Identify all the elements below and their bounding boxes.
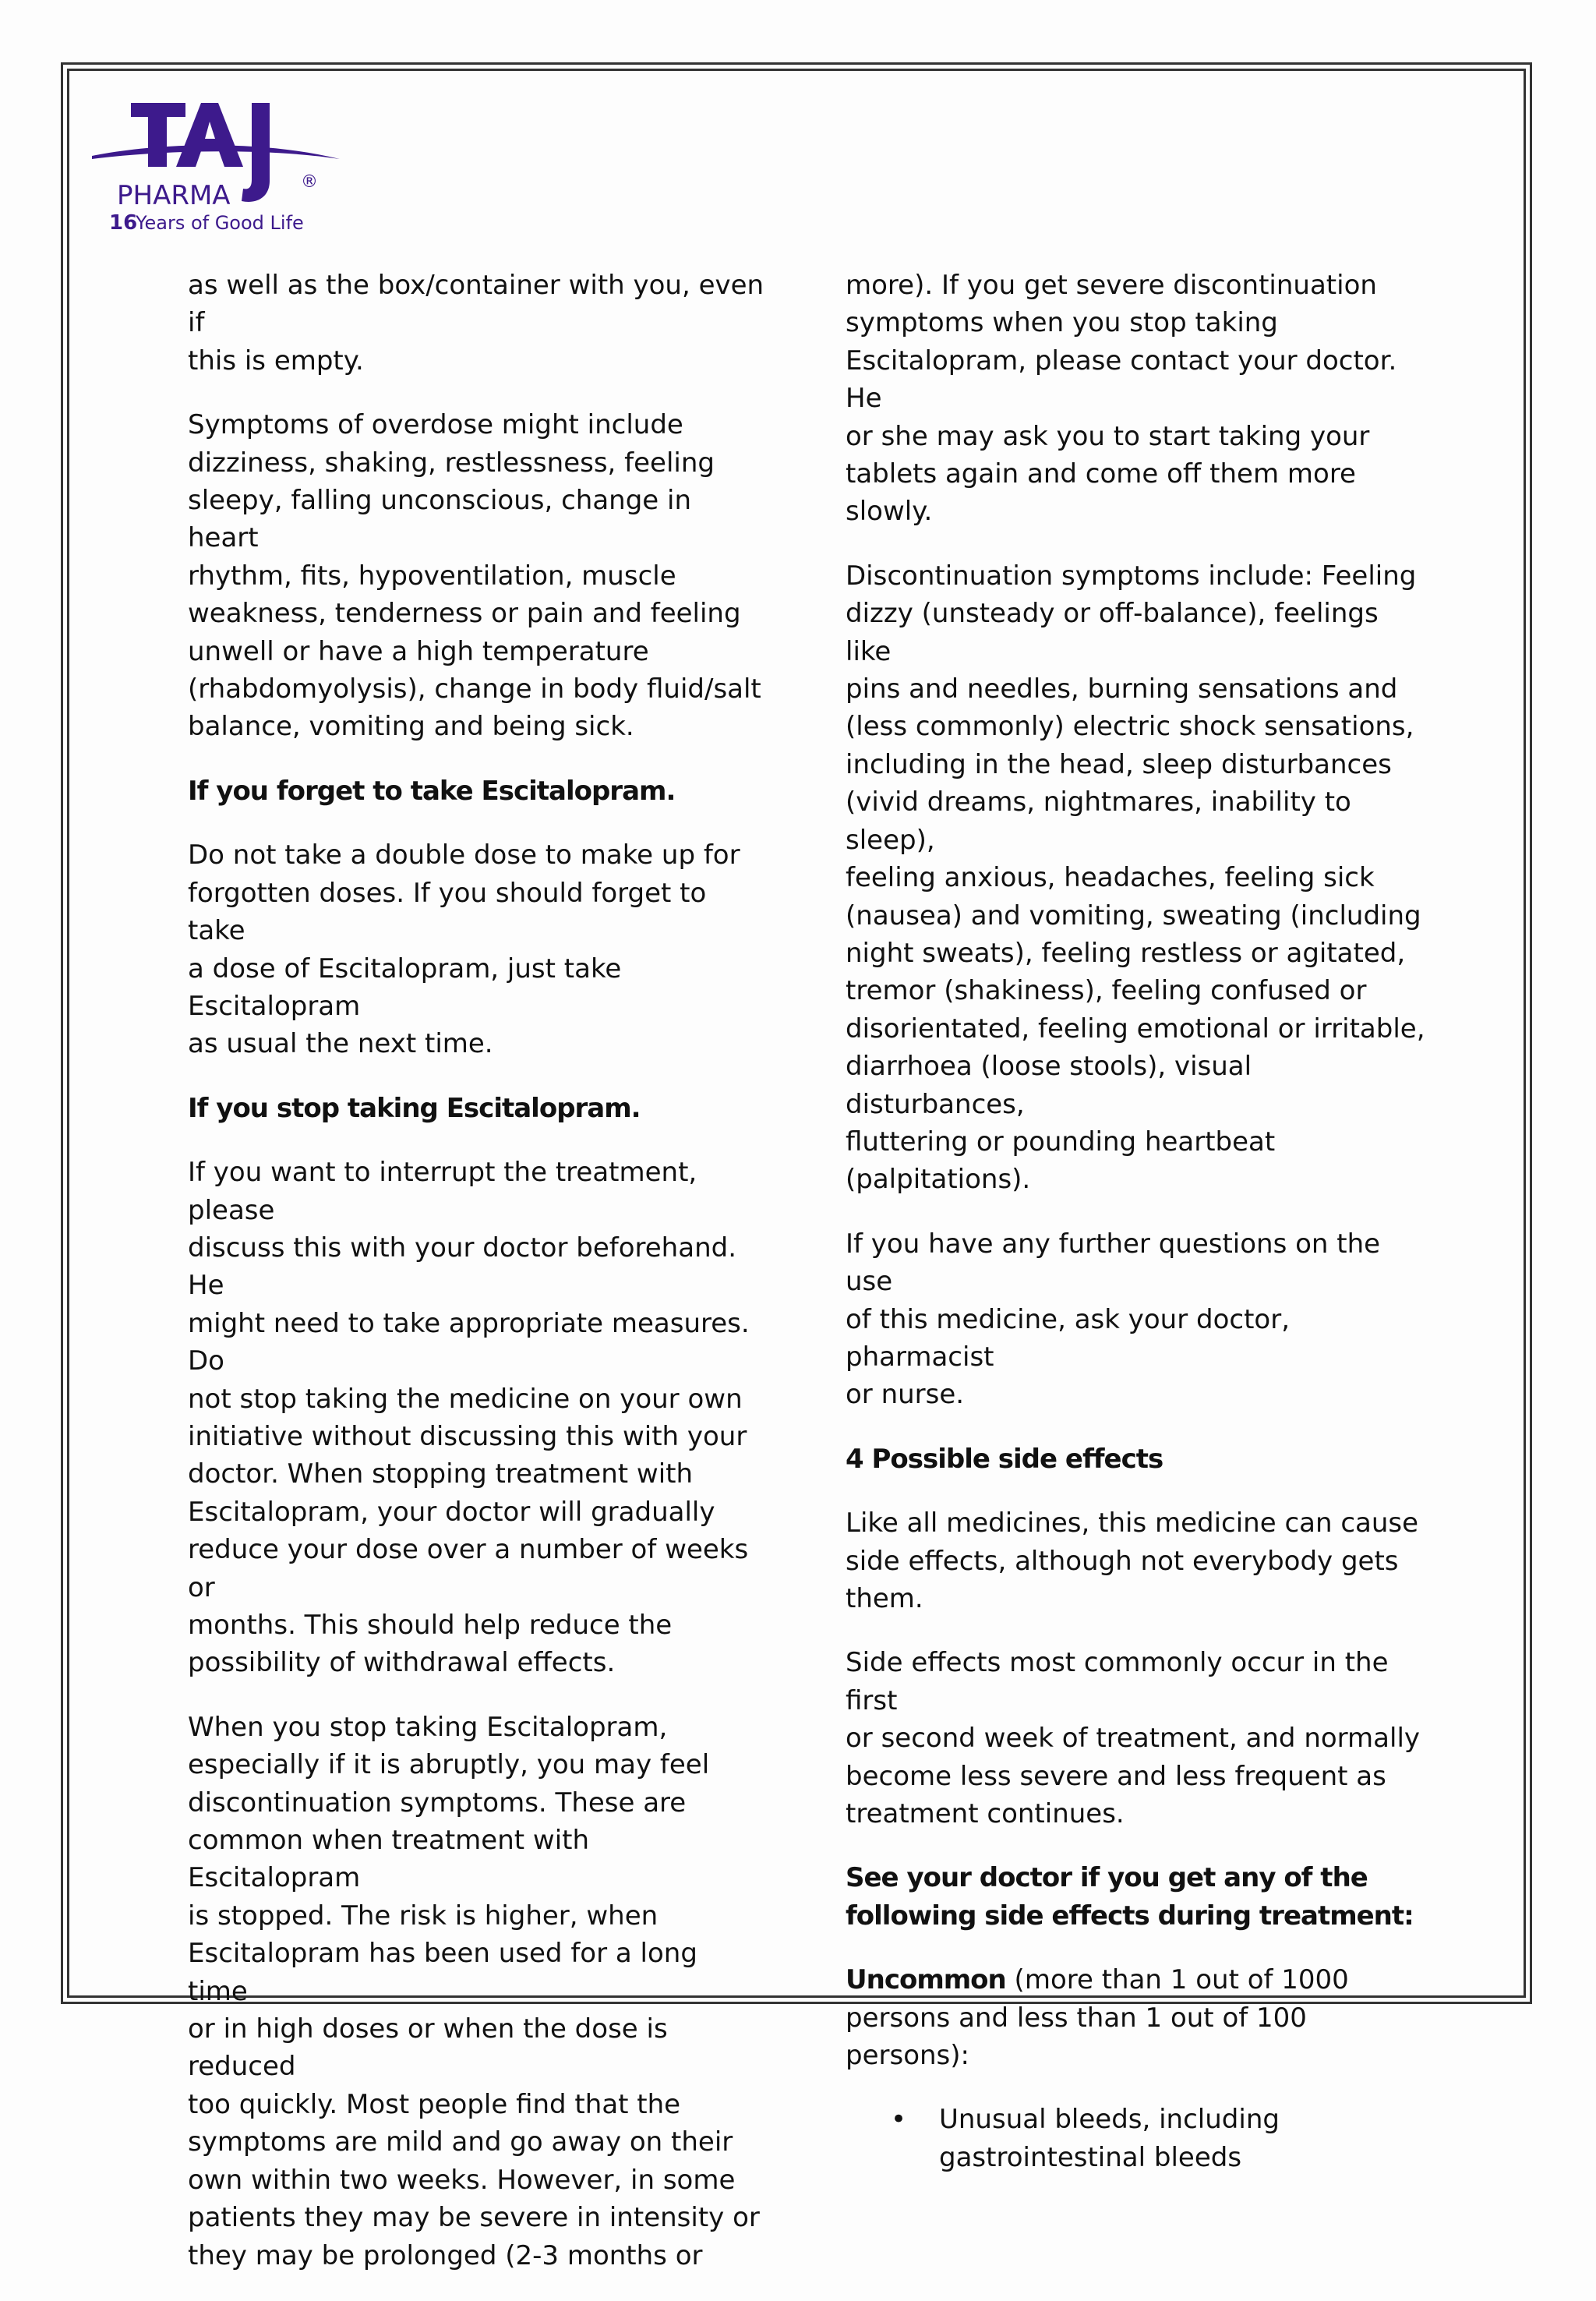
- paragraph-missed-dose: Do not take a double dose to make up for forgotten doses. If you should forget to take a dose of Escitalopram, just take Escitalopram as usual the next time.: [188, 839, 740, 1060]
- list-item: [846, 2101, 1430, 2176]
- right-column: [846, 267, 1430, 2176]
- left-column: [188, 267, 764, 2301]
- paragraph-continued: more). If you get severe discontinuation symptoms when you stop taking Escitalopram, please contact your doctor. He or she may ask you to start taking your tablets again and come off them more slowly.: [846, 270, 1397, 528]
- heading-stop-taking: If you stop taking Escitalopram.: [188, 1092, 641, 1124]
- heading-side-effects: 4 Possible side effects: [846, 1443, 1163, 1475]
- svg-text:16: 16: [109, 211, 138, 235]
- paragraph-interrupt-treatment: If you want to interrupt the treatment, please discuss this with your doctor beforehand. He might need to take appropriate measures. Do not stop taking the medicine on your own initiative without discussing this with your doctor. When stopping treatment with Escitalopram, your doctor will gradually reduce your dose over a number of weeks or months. This should help reduce the possibility of withdrawal effects.: [188, 1157, 750, 1679]
- bullet-icon: •: [891, 2104, 907, 2136]
- list-item-text: Unusual bleeds, including gastrointestinal bleeds: [939, 2104, 1280, 2173]
- paragraph-discontinuation: When you stop taking Escitalopram, especially if it is abruptly, you may feel discontinuation symptoms. These are common when treatment with Escitalopram is stopped. The risk is higher, when Escitalopram has been used for a long time or in high doses or when the dose is reduced too quickly. Most people find that the symptoms are mild and go away on their own within two weeks. However, in some patients they may be severe in intensity or they may be prolonged (2-3 months or: [188, 1711, 760, 2271]
- taj-pharma-logo: [92, 95, 349, 235]
- paragraph-discontinuation-symptoms: Discontinuation symptoms include: Feeling dizzy (unsteady or off-balance), feelings like pins and needles, burning sensations and (less commonly) electric shock sensations, including in the head, sleep disturbances (vivid dreams, nightmares, inability to sleep), feeling anxious, headaches, feeling sick (nausea) and vomiting, sweating (including night sweats), feeling restless or agitated, tremor (shakiness), feeling confused or disorientated, feeling emotional or irritable, diarrhoea (loose stools), visual disturbances, fluttering or pounding heartbeat (palpitations).: [846, 560, 1425, 1196]
- svg-text:Years of Good Life: Years of Good Life: [136, 212, 304, 234]
- paragraph-further-questions: If you have any further questions on the use of this medicine, ask your doctor, pharmacist or nurse.: [846, 1228, 1381, 1411]
- paragraph-overdose-symptoms: Symptoms of overdose might include dizziness, shaking, restlessness, feeling sleepy, falling unconscious, change in heart rhythm, fits, hypoventilation, muscle weakness, tenderness or pain and feeling unwell or have a high temperature (rhabdomyolysis), change in body fluid/salt balance, vomiting and being sick.: [188, 409, 761, 743]
- svg-text:PHARMA: PHARMA: [117, 180, 231, 211]
- paragraph: as well as the box/container with you, even if this is empty.: [188, 270, 764, 376]
- uncommon-label: Uncommon: [846, 1964, 1006, 1996]
- paragraph-side-effects-intro: Like all medicines, this medicine can cause side effects, although not everybody gets them.: [846, 1507, 1419, 1614]
- heading-forget-dose: If you forget to take Escitalopram.: [188, 775, 676, 807]
- svg-text:®: ®: [301, 172, 318, 192]
- heading-see-doctor: See your doctor if you get any of the following side effects during treatment:: [846, 1862, 1414, 1932]
- side-effects-list: [846, 2101, 1430, 2176]
- uncommon-frequency: (more than 1 out of 1000 persons and less than 1 out of 100 persons):: [846, 1964, 1349, 2072]
- paragraph-side-effects-timing: Side effects most commonly occur in the first or second week of treatment, and normally become less severe and less frequent as treatment continues.: [846, 1647, 1421, 1830]
- paragraph-uncommon: [846, 1961, 1430, 2074]
